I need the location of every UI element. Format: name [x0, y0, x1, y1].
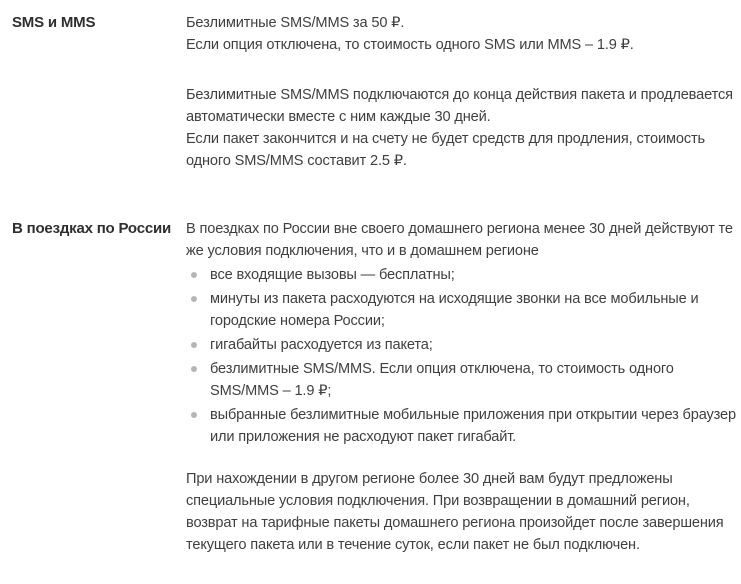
paragraph-spacer [186, 450, 737, 468]
list-item [186, 404, 737, 448]
list-item-text: безлимитные SMS/MMS. Если опция отключена, то стоимость одного SMS/MMS – 1.9 ₽; [210, 361, 674, 399]
section-travel-russia [12, 218, 737, 556]
sms-package-end-line: Если пакет закончится и на счету не будет средств для продления, стоимость одного SMS/MMS составит 2.5 ₽. [186, 131, 705, 169]
bullet-dot-icon [191, 366, 197, 372]
paragraph-spacer [186, 56, 737, 84]
section-label-travel-russia: В поездках по России [12, 220, 172, 237]
section-content-sms-mms [186, 12, 737, 172]
bullet-dot-icon [191, 296, 197, 302]
section-label-sms-mms: SMS и MMS [12, 14, 96, 31]
list-item-text: минуты из пакета расходуются на исходящие звонки на все мобильные и городские номера России; [210, 291, 699, 329]
list-item-text: все входящие вызовы — бесплатны; [210, 267, 455, 283]
list-item [186, 288, 737, 332]
list-item [186, 264, 737, 286]
travel-intro-text: В поездках по России вне своего домашнего региона менее 30 дней действуют те же условия подключения, что и в домашнем регионе [186, 221, 733, 259]
list-item [186, 334, 737, 356]
sms-renewal-line: Безлимитные SMS/MMS подключаются до конца действия пакета и продлевается автоматически вместе с ним каждые 30 дней. [186, 87, 733, 125]
section-content-travel-russia [186, 218, 737, 556]
list-item-text: гигабайты расходуется из пакета; [210, 337, 433, 353]
sms-option-off-line: Если опция отключена, то стоимость одного SMS или MMS – 1.9 ₽. [186, 37, 634, 53]
travel-conditions-list [186, 264, 737, 448]
travel-outro-text: При нахождении в другом регионе более 30 дней вам будут предложены специальные условия подключения. При возвращении в домашний регион, возврат на тарифные пакеты домашнего региона произойдет после завершения текущего пакета или в течение суток, если пакет не был подключен. [186, 471, 724, 553]
bullet-dot-icon [191, 412, 197, 418]
list-item-text: выбранные безлимитные мобильные приложения при открытии через браузер или приложения не расходуют пакет гигабайт. [210, 407, 736, 445]
bullet-dot-icon [191, 272, 197, 278]
bullet-dot-icon [191, 342, 197, 348]
sms-price-line: Безлимитные SMS/MMS за 50 ₽. [186, 15, 405, 31]
list-item [186, 358, 737, 402]
section-sms-mms [12, 12, 737, 172]
